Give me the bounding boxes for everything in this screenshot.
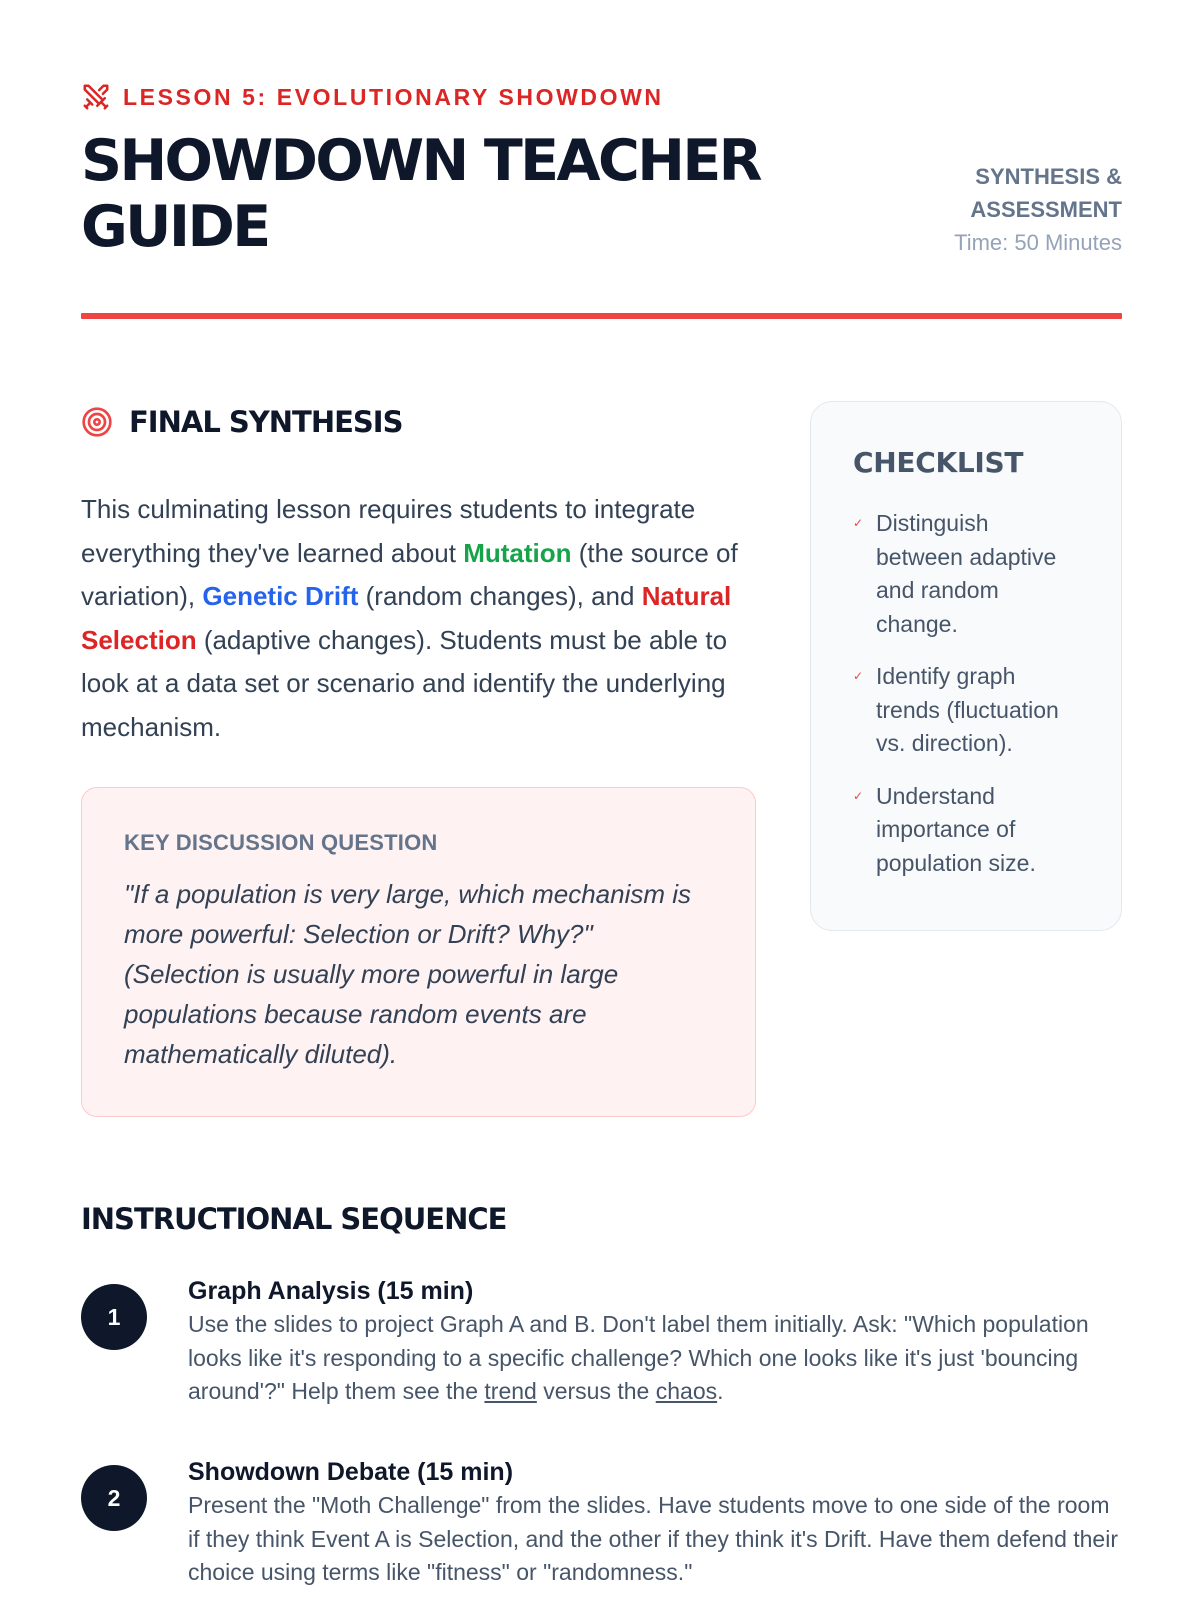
checklist-title: CHECKLIST [853,446,1024,479]
step-title: Graph Analysis (15 min) [188,1277,474,1305]
step-number-badge: 1 [81,1284,147,1350]
step-body [188,1455,1118,1590]
lesson-label: LESSON 5: EVOLUTIONARY SHOWDOWN [123,83,664,110]
lesson-eyebrow [81,82,664,112]
step-body [188,1274,1118,1409]
step-text: Present the "Moth Challenge" from the slides. Have students move to one side of the room if they think Event A is Selection, and the other if they think it's Drift. Have them defend their choice using terms like "fitness" or "randomness." [188,1492,1118,1585]
section-title: FINAL SYNTHESIS [129,405,403,439]
teacher-guide-page [81,0,1122,1600]
step-text-part: versus the [536,1378,656,1404]
final-synthesis-heading [81,405,402,439]
checklist-card [810,401,1122,931]
checklist-item [853,507,1081,641]
checklist-item [853,660,1081,761]
intro-text: This culminating lesson requires students to integrate everything they've learned about [81,494,696,568]
synthesis-intro [81,488,761,749]
instructional-sequence-title: INSTRUCTIONAL SEQUENCE [81,1202,507,1236]
page-title: SHOWDOWN TEACHER GUIDE [81,128,760,260]
step-text [188,1308,1118,1409]
term-genetic-drift: Genetic Drift [202,581,359,611]
underlined-term-chaos: chaos [655,1378,718,1404]
step-text-part: Use the slides to project Graph A and B. Don't label them initially. Ask: "Which population looks like it's responding to a specific challenge? Which one looks like it's just 'bouncing around'?" Help them see the [188,1311,1089,1404]
check-icon: ✓ [853,669,864,683]
key-question-text: "If a population is very large, which mechanism is more powerful: Selection or Drift? Why?" (Selection is usually more powerful in large populations because random events are mathematically diluted). [124,879,692,1069]
term-natural-selection: Natural Selection [81,581,732,655]
underlined-term-trend: trend [484,1378,537,1404]
lesson-meta [902,160,1122,259]
header-divider [81,313,1122,319]
lesson-type: SYNTHESIS & ASSESSMENT [970,164,1122,222]
checklist-item-text: Understand importance of population size. [876,782,1036,876]
step-title: Showdown Debate (15 min) [188,1458,514,1486]
intro-text: (adaptive changes). Students must be able to look at a data set or scenario and identify the underlying mechanism. [81,624,728,742]
key-question-label: KEY DISCUSSION QUESTION [124,830,438,855]
check-icon: ✓ [853,788,864,803]
crossed-swords-icon [81,82,111,112]
checklist-item-text: Distinguish between adaptive and random change. [876,510,1057,637]
term-mutation: Mutation [463,537,572,568]
checklist-list [853,507,1081,880]
check-icon: ✓ [853,516,864,530]
step-text-part: . [717,1378,724,1404]
key-question-callout [81,787,756,1117]
intro-text: (the source of variation), [81,537,738,611]
step-number-badge: 2 [81,1465,147,1531]
target-icon [81,406,113,438]
checklist-item-text: Identify graph trends (fluctuation vs. direction). [876,663,1059,756]
checklist-item [853,780,1081,881]
lesson-time: Time: 50 Minutes [954,230,1122,255]
intro-text: (random changes), and [358,581,642,611]
